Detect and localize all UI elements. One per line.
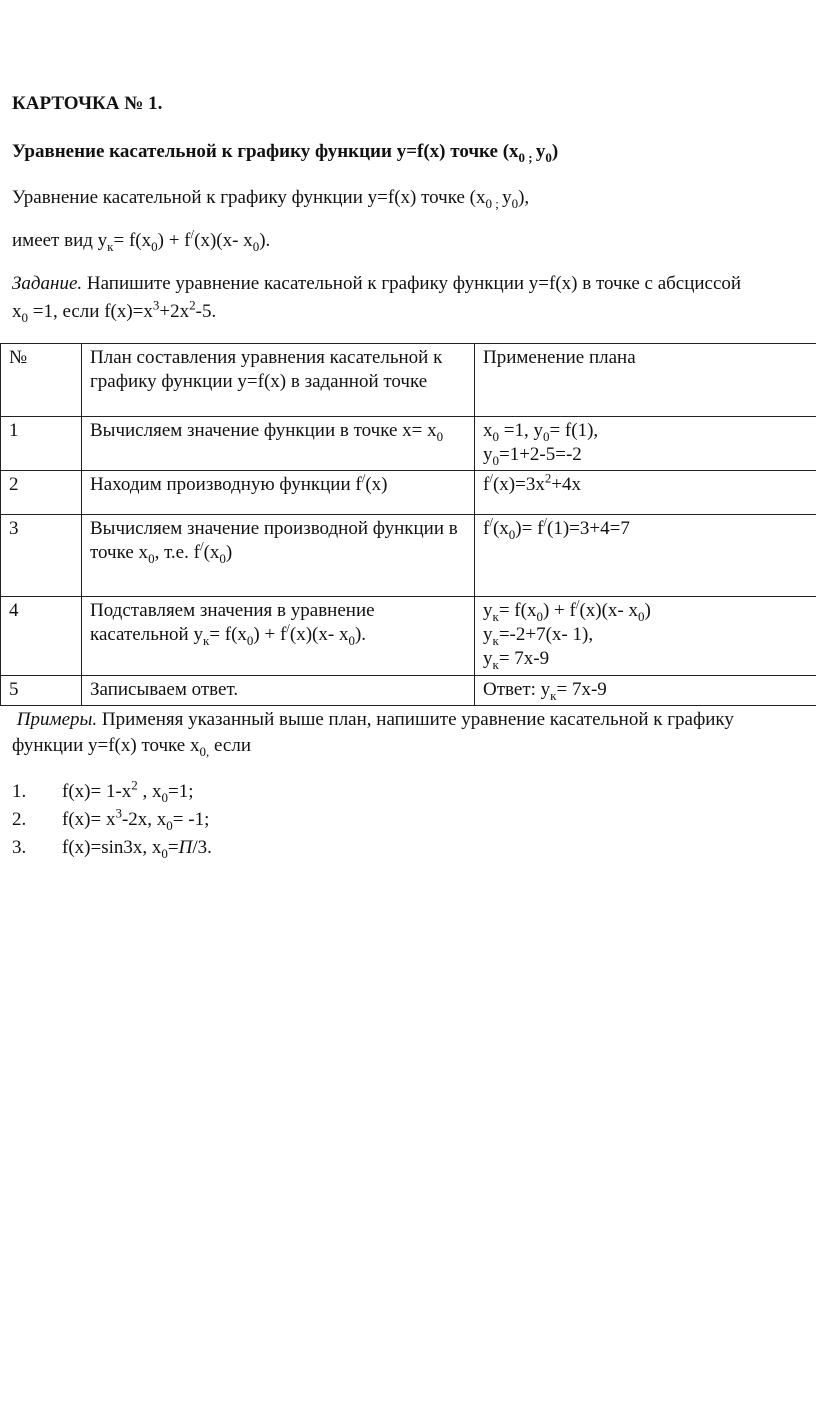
row-num: 3 — [1, 515, 82, 597]
intro-text: Уравнение касательной к графику функции y=f(x) точке ($x_0$ $_;$ $y_0$), — [12, 187, 530, 211]
row-apply: $f^/(x_0)= f^/(1)=3+4=7$ — [475, 515, 816, 597]
task-label: Задание. — [12, 273, 83, 294]
row-apply: $x_0 =1$, $y_0= f(1)$, $y_0=1+2-5=-2$ — [475, 417, 816, 471]
tangent-formula: имеет вид $y_к= f(x_0) + f^/(x)(x-$ $x_0$). — [12, 226, 271, 254]
row-num: 1 — [1, 417, 82, 471]
examples-text: Примеры. Применяя указанный выше план, напишите уравнение касательной к графику — [16, 709, 734, 730]
task-text: Задание. Напишите уравнение касательной к графику функции y=f(x) в точке с абсциссой — [12, 273, 742, 294]
examples-label: Примеры. — [16, 709, 98, 730]
table-header-row — [1, 344, 816, 417]
list-item: 3. f(x)=sin3x, $x_0=П/3$. — [12, 837, 212, 861]
header-plan: План составления уравнения касательной к графику функции y=f(x) в заданной точке — [82, 344, 475, 417]
list-item: 1. $f(x)= 1-x^2$ , $x_0=1$; — [12, 777, 194, 805]
row-plan: Подставляем значения в уравнение касательной $y_к= f(x_0) + f^/(x)(x-$ $x_0$). — [82, 597, 475, 676]
row-num: 4 — [1, 597, 82, 676]
row-num: 5 — [1, 676, 82, 706]
table-row — [1, 417, 816, 471]
table-row — [1, 597, 816, 676]
plan-table — [0, 343, 816, 706]
row-apply: Ответ: $y_к= 7x-9$ — [475, 676, 816, 706]
row-plan: Записываем ответ. — [82, 676, 475, 706]
row-num: 2 — [1, 471, 82, 515]
task-text-line2: $x_0 =1$, если $f(x)=x^3+2x^2-5$. — [12, 297, 217, 325]
table-row — [1, 676, 816, 706]
row-plan: Вычисляем значение производной функции в точке $x_0$, т.е. $f^/(x_0)$ — [82, 515, 475, 597]
row-apply: $f^/(x)=3x^2+4x$ — [475, 471, 816, 515]
section-heading: Уравнение касательной к графику функции y=f(x) точке ($x_0$ $_;$ $y_0$) — [12, 141, 559, 165]
row-plan: Вычисляем значение функции в точке $x= x_0$ — [82, 417, 475, 471]
table-row — [1, 515, 816, 597]
header-apply: Применение плана — [475, 344, 816, 417]
card-title: КАРТОЧКА № 1. — [12, 93, 163, 114]
list-item: 2. $f(x)= x^3-2x$, $x_0= -1$; — [12, 805, 210, 833]
examples-text-line2: функции y=f(x) точке $x_{0,}$ если — [12, 735, 251, 759]
row-plan: Находим производную функции f/(x) — [82, 471, 475, 515]
header-num: № — [1, 344, 82, 417]
table-row — [1, 471, 816, 515]
row-apply: $y_к= f(x_0) + f^/(x)(x-$ $x_0$) $y_к=-2+7(x-$ 1), $y_к= 7x-9$ — [475, 597, 816, 676]
